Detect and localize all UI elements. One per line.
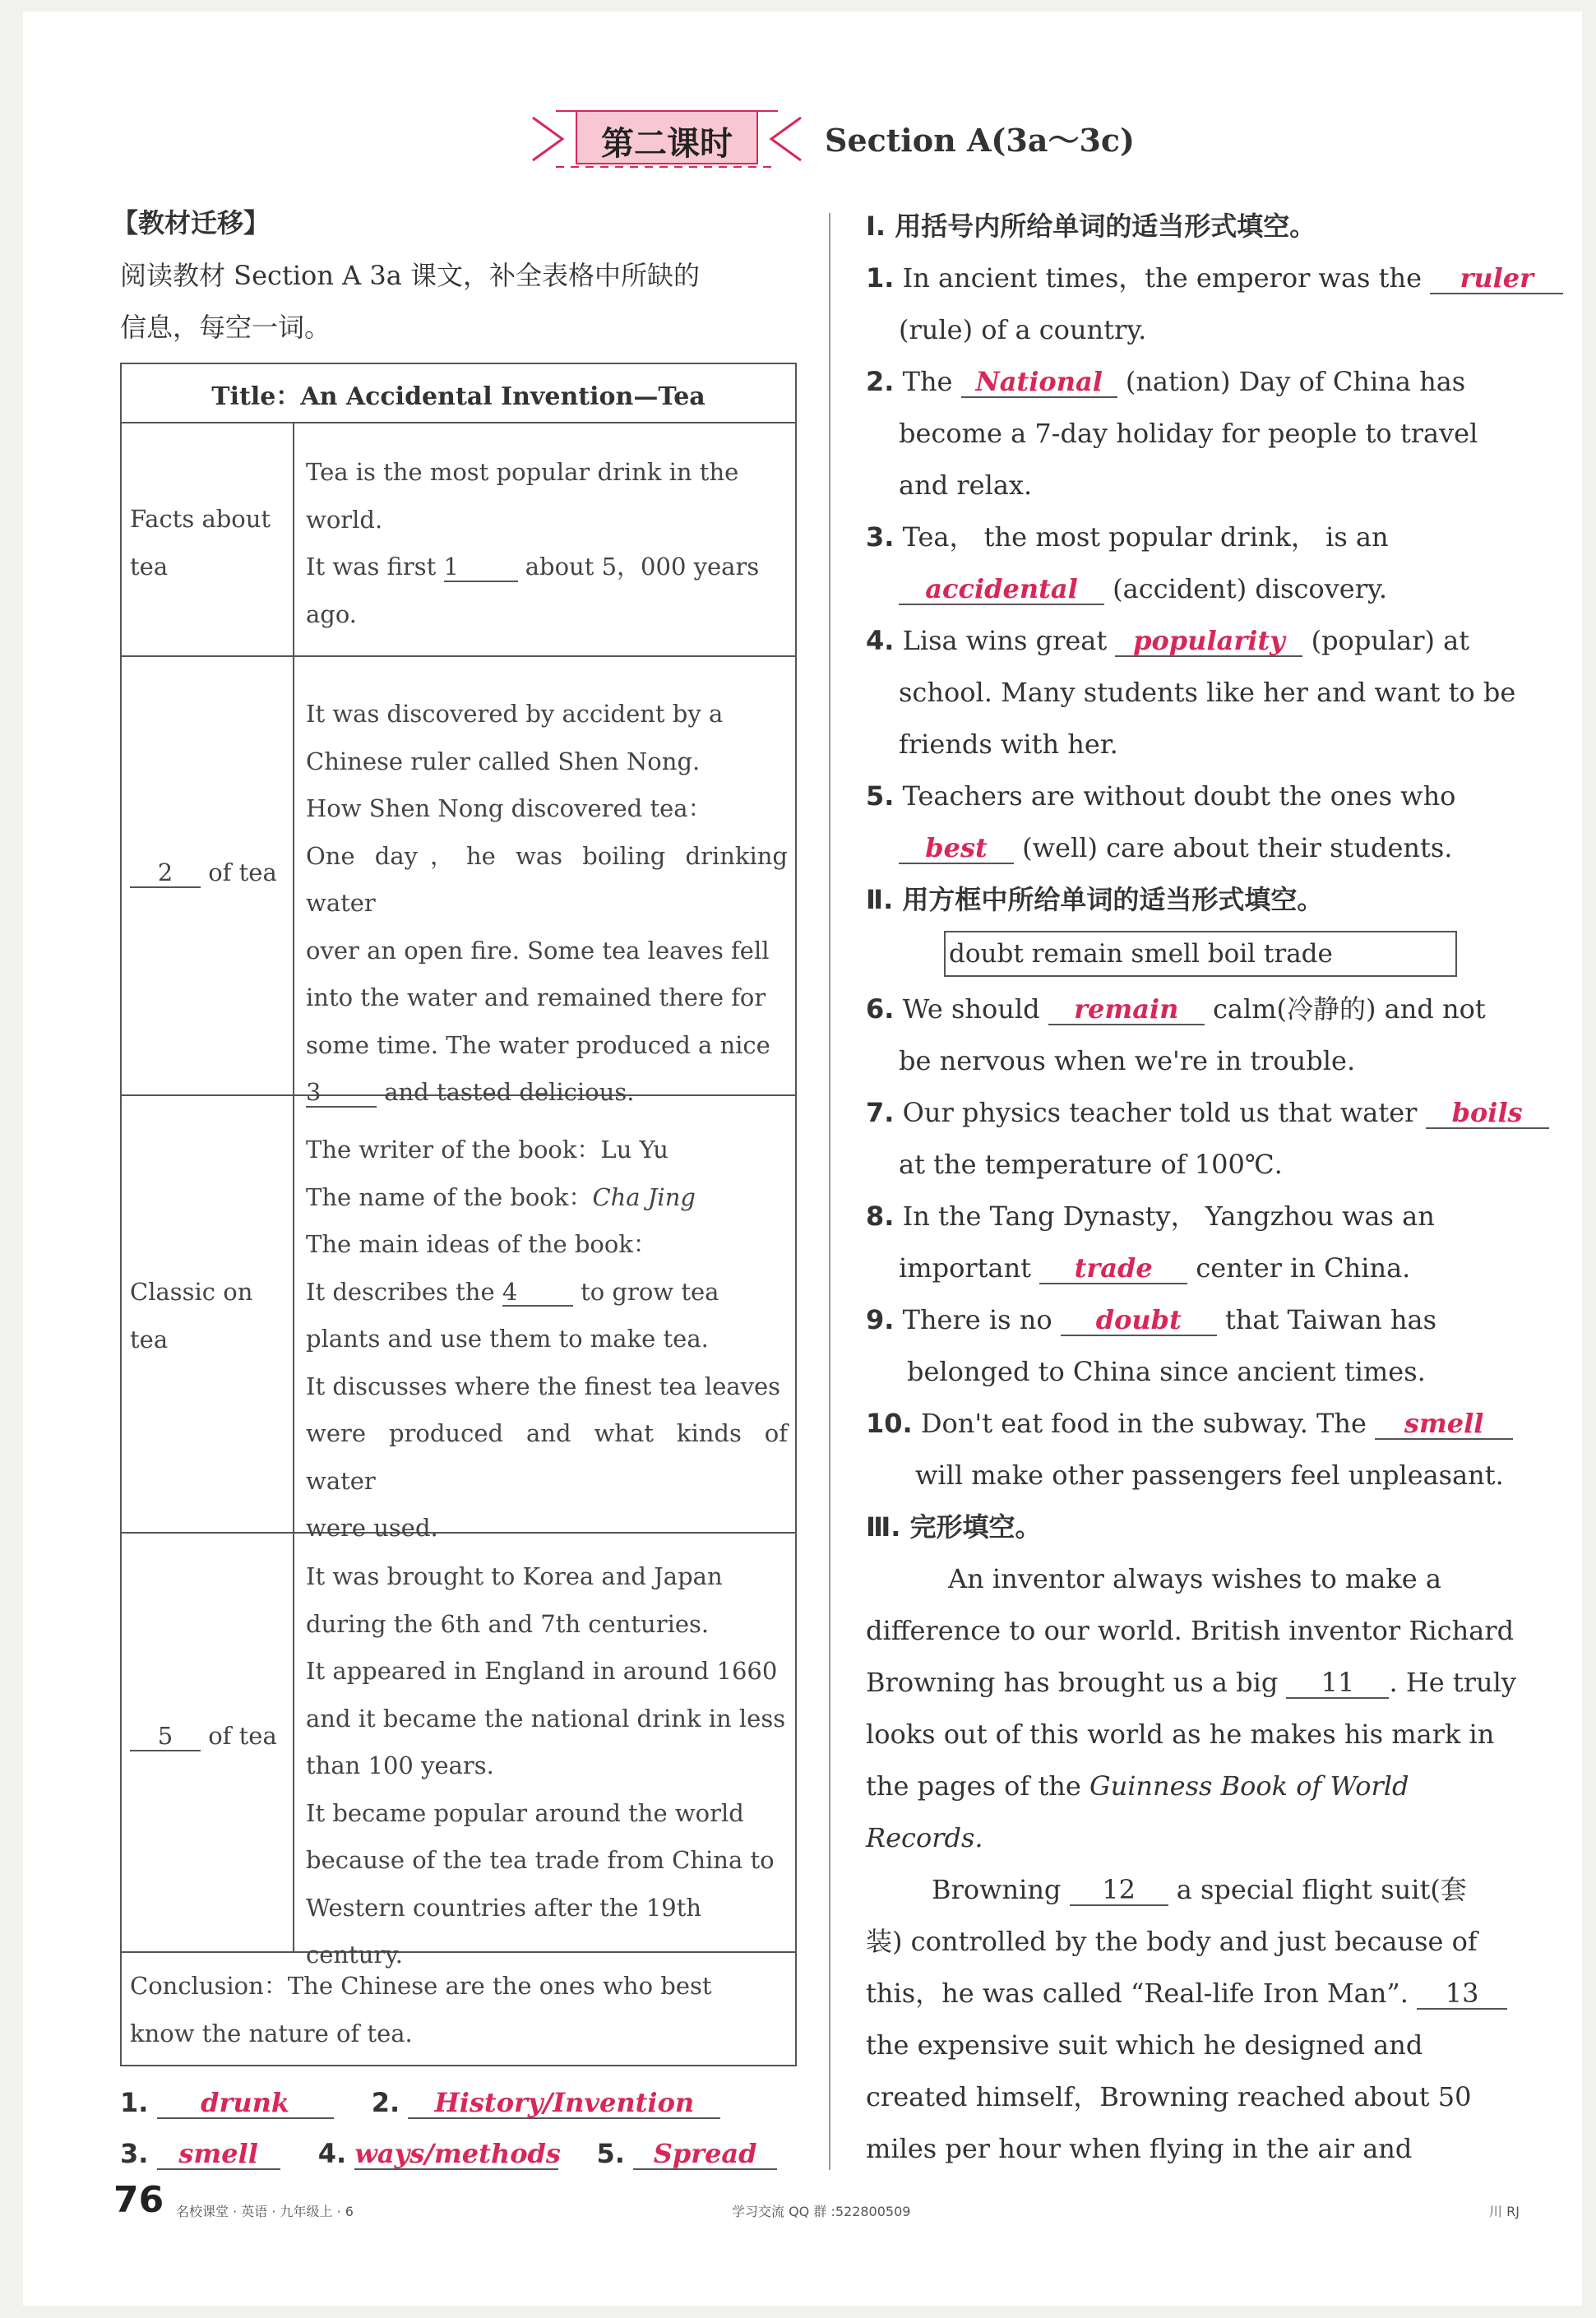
cloze-blank-11[interactable]: 11 xyxy=(1286,1668,1389,1699)
footer-edition: 川 RJ xyxy=(1489,2204,1520,2219)
conclusion: Conclusion：The Chinese are the ones who best know the nature of tea. xyxy=(130,1972,712,2047)
answer-5[interactable]: Spread xyxy=(633,2140,777,2170)
column-divider xyxy=(829,213,830,2170)
question-8: 8. In the Tang Dynasty， Yangzhou was an xyxy=(866,1201,1435,1232)
answers-row-1: 1. drunk 2. History/Invention xyxy=(120,2077,720,2129)
blank-1[interactable]: 1 xyxy=(444,554,518,582)
row4-text: It was brought to Korea and Japan during the 6th and 7th centuries. It appeared in England in around 1660 and it became the national drink in less than 100 years. It became popular around the world because of the tea trade from China to Western countries after the 19th century. xyxy=(306,1562,786,1969)
answer-1[interactable]: drunk xyxy=(157,2089,334,2119)
answer-3[interactable]: smell xyxy=(157,2140,280,2170)
question-1: 1. In ancient times，the emperor was the ruler xyxy=(866,252,1540,304)
cloze-blank-13[interactable]: 13 xyxy=(1417,1979,1507,2010)
question-9: 9. There is no doubt that Taiwan has xyxy=(866,1304,1437,1335)
question-2: 2. The National (nation) Day of China has xyxy=(866,366,1466,397)
blank-2[interactable]: 2 xyxy=(130,860,201,888)
table-title: Title：An Accidental Invention—Tea xyxy=(211,382,705,411)
page-number: 76 xyxy=(113,2179,164,2221)
section-3-heading: Ⅲ. 完形填空。 xyxy=(866,1511,1042,1543)
question-4: 4. Lisa wins great popularity (popular) at xyxy=(866,625,1470,656)
row2-text: It was discovered by accident by a Chinese ruler called Shen Nong. How Shen Nong discovered tea： One day，he was boiling drinking water over an open fire. Some tea leaves fell into the water and remained there for some time. The water produced a nice 3 and tasted delicious. xyxy=(306,700,788,1106)
lesson-badge-text: 第二课时 xyxy=(601,125,733,163)
workbook-page xyxy=(23,12,1582,2306)
question-5: 5. Teachers are without doubt the ones who xyxy=(866,780,1456,812)
word-box: doubt remain smell boil trade xyxy=(944,931,1457,977)
instruction-line-2: 信息，每空一词。 xyxy=(120,312,331,343)
question-10: 10. Don't eat food in the subway. The smell xyxy=(866,1398,1540,1450)
row1-label: Facts about tea xyxy=(130,505,271,581)
section-1-heading: Ⅰ. 用括号内所给单词的适当形式填空。 xyxy=(866,211,1316,242)
question-7: 7. Our physics teacher told us that water boils xyxy=(866,1087,1540,1139)
row4-label: 5 of tea xyxy=(130,1713,277,1760)
footer-qq: 学习交流 QQ 群 :522800509 xyxy=(732,2204,911,2219)
left-heading: 【教材迁移】 xyxy=(112,207,271,238)
answer-2[interactable]: History/Invention xyxy=(408,2089,720,2119)
question-6: 6. We should remain calm(冷静的) and not xyxy=(866,993,1486,1025)
tea-table xyxy=(120,363,797,2066)
question-3: 3. Tea， the most popular drink， is an xyxy=(866,521,1389,553)
row2-label: 2 of tea xyxy=(130,849,277,897)
section-title: Section A(3a～3c) xyxy=(825,122,1136,159)
footer-book: 名校课堂 · 英语 · 九年级上 · 6 xyxy=(176,2204,354,2219)
cloze-blank-12[interactable]: 12 xyxy=(1070,1876,1168,1906)
row1-text: Tea is the most popular drink in the world. It was first 1 about 5，000 years ago. xyxy=(306,458,760,628)
lesson-badge xyxy=(531,106,803,172)
blank-3[interactable]: 3 xyxy=(306,1080,377,1108)
section-2-heading: Ⅱ. 用方框中所给单词的适当形式填空。 xyxy=(866,884,1324,915)
blank-5[interactable]: 5 xyxy=(130,1723,201,1751)
right-column: Ⅰ. 用括号内所给单词的适当形式填空。 1. In ancient times，the emperor was the ruler (rule) of a country. 2. The National (nation) Day of China has become a 7-day holiday for people to travel and relax. 3. Tea， the most popular drink， is an accidental (accident) discovery. 4. Lisa wins great popularity (popular) at school. Many students like her and want to be friends with her. 5. Teachers are without doubt the ones who best (well) care about their students. Ⅱ. 用方框中所给单词的适当形式填空。 6. We should remain calm(冷静的) and not be nervous when we're in trouble. 7. Our physics teacher told us that water boils at the temperature of 100℃. 8. In the Tang Dynasty， Yangzhou was an important trade center in China. 9. There is no doubt that Taiwan has belonged to China since ancient times. 10. Don't eat food in the subway. The smell will make other passengers feel unpleasant. Ⅲ. 完形填空。 An inventor always wishes to make a difference to our world. British inventor Richard Browning has brought us a big 11 . He truly looks out of this world as he makes his mark in the pages of the Guinness Book of World Records. Browning 12 a special flight suit(套 装) controlled by the body and just because of this，he was called “Real-life Iron Man”. 13 the expensive suit which he designed and created himself，Browning reached about 50 miles per hour when flying in the air and xyxy=(866,201,1540,2175)
answer-4[interactable]: ways/methods xyxy=(354,2138,561,2169)
blank-4[interactable]: 4 xyxy=(502,1279,573,1307)
row3-label: Classic on tea xyxy=(130,1278,253,1353)
instruction-line-1: 阅读教材 Section A 3a 课文，补全表格中所缺的 xyxy=(120,260,700,291)
answers-row-2: 3. smell 4. ways/methods 5. Spread xyxy=(120,2128,777,2180)
row3-text: The writer of the book：Lu Yu The name of the book：Cha Jing The main ideas of the book： It describes the 4 to grow tea plants and use them to make tea. It discusses where the finest tea leaves were produced and what kinds of water were used. xyxy=(306,1136,788,1542)
